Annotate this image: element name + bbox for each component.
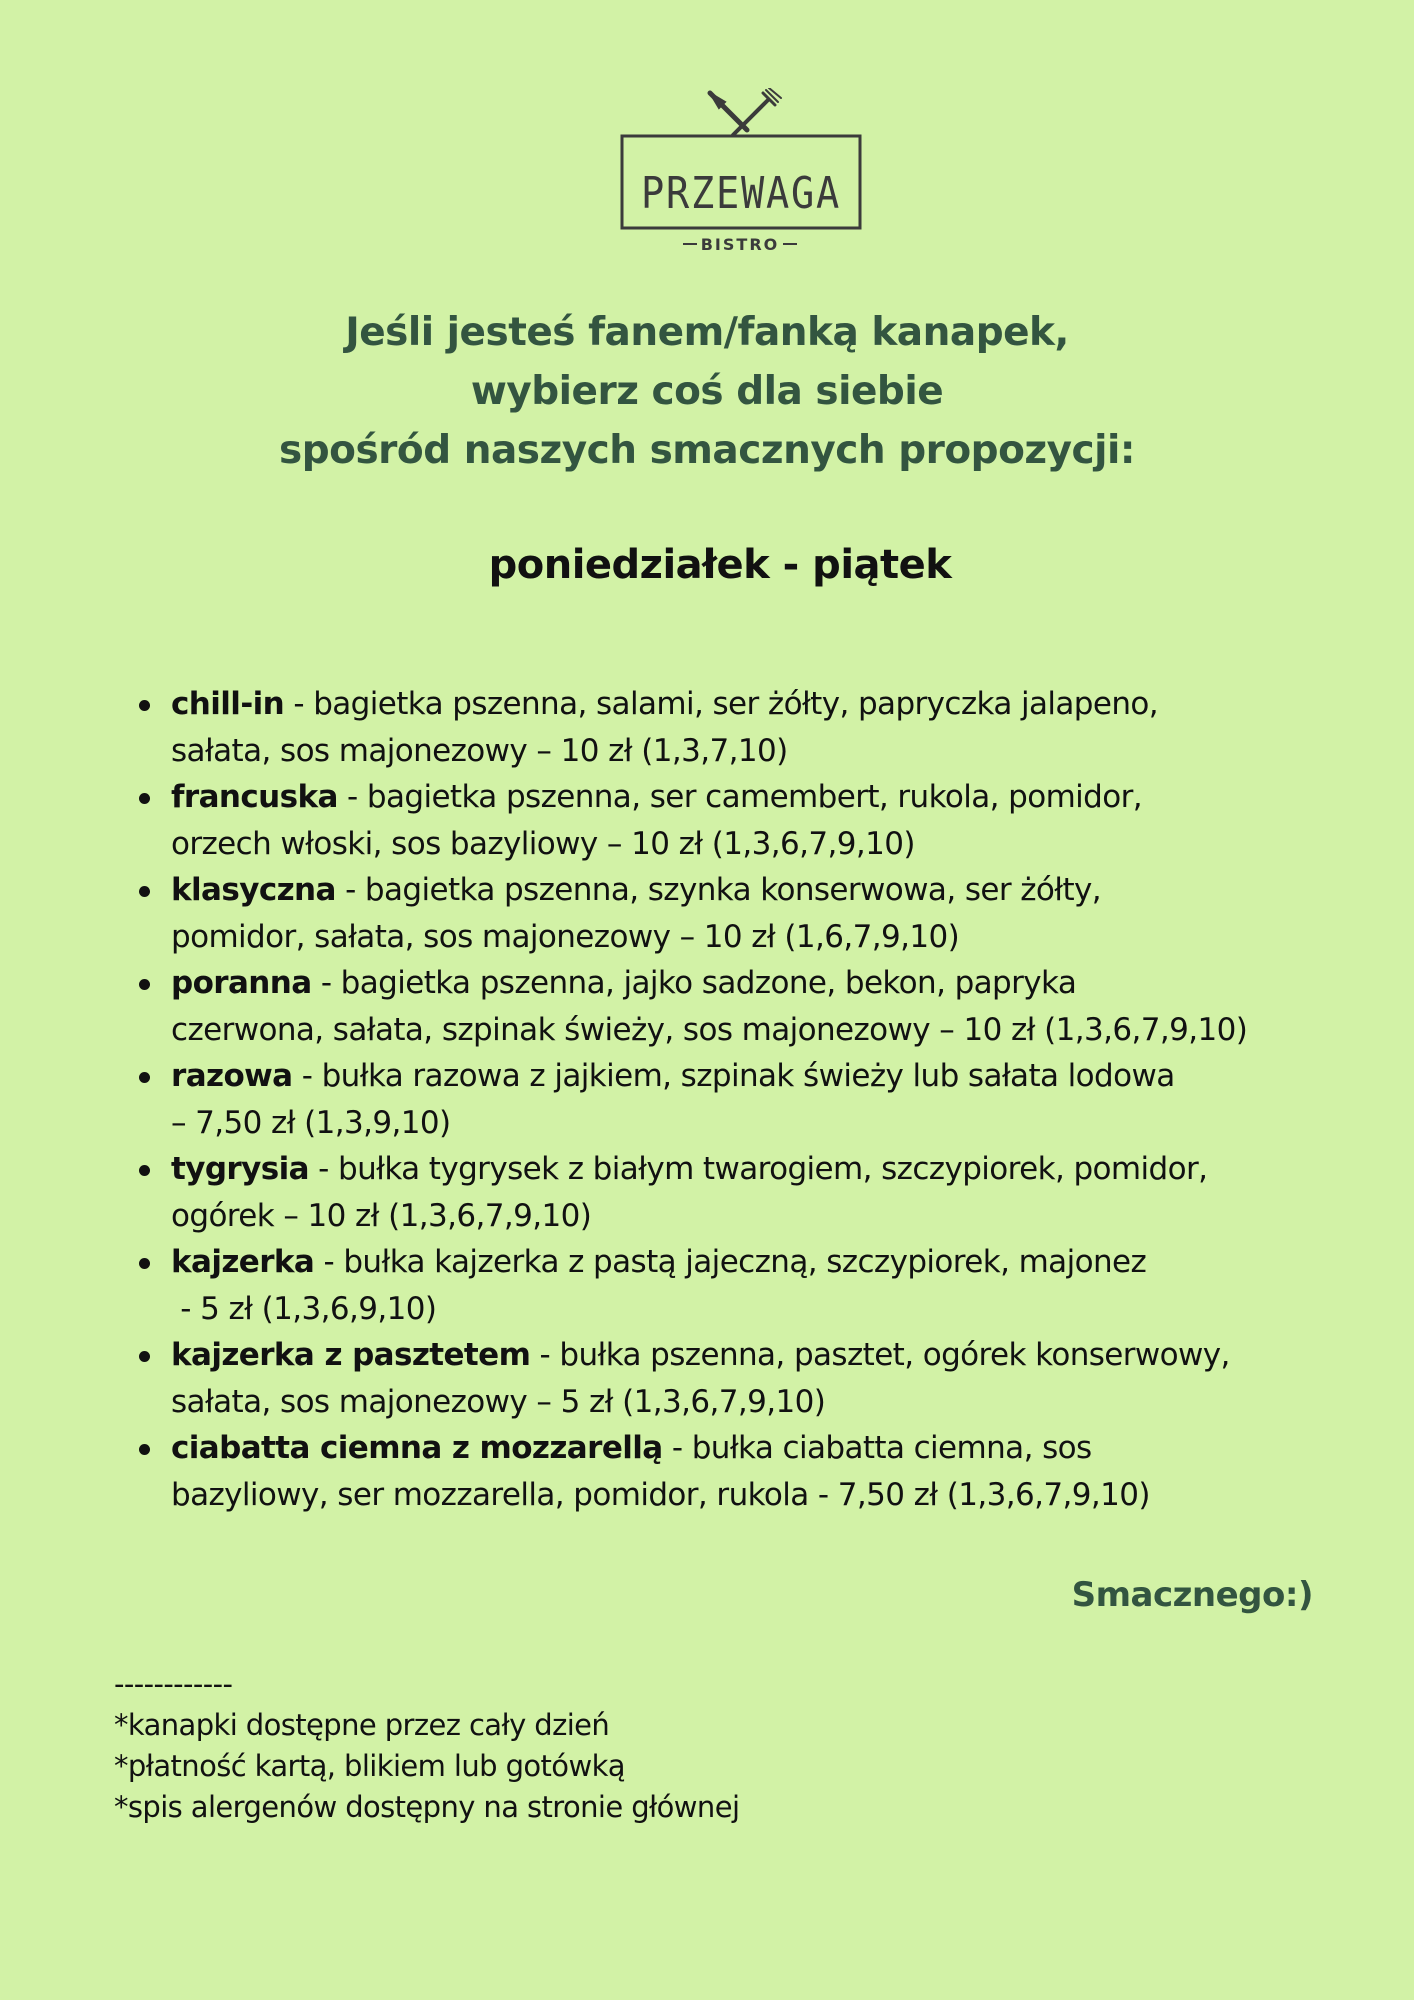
list-item <box>139 774 1339 867</box>
item-description: bazyliowy, ser mozzarella, pomidor, rukola - 7,50 zł (1,3,6,7,9,10) <box>171 1476 1150 1513</box>
list-item <box>139 681 1339 774</box>
list-item <box>139 1053 1339 1146</box>
item-name: tygrysia <box>171 1151 309 1187</box>
item-description: - bułka pszenna, pasztet, ogórek konserwowy, <box>530 1337 1230 1373</box>
item-description: - 5 zł (1,3,6,9,10) <box>171 1290 437 1327</box>
list-item <box>139 867 1339 960</box>
list-item <box>139 1332 1339 1425</box>
item-description: ogórek – 10 zł (1,3,6,7,9,10) <box>171 1197 592 1234</box>
item-description: czerwona, sałata, szpinak świeży, sos majonezowy – 10 zł (1,3,6,7,9,10) <box>171 1011 1248 1048</box>
bullet-icon <box>139 1258 150 1269</box>
logo-name: PRZEWAGA <box>641 168 841 219</box>
item-description: - bagietka pszenna, ser camembert, rukola, pomidor, <box>337 779 1143 815</box>
knife-fork-icon <box>710 88 781 135</box>
item-description: - bułka tygrysek z białym twarogiem, szczypiorek, pomidor, <box>308 1151 1208 1187</box>
intro-line: wybierz coś dla siebie <box>470 369 944 414</box>
list-item <box>139 1425 1339 1518</box>
logo-graphic <box>615 88 865 258</box>
bullet-icon <box>139 1072 150 1083</box>
bullet-icon <box>139 700 150 711</box>
item-name: poranna <box>171 965 312 1001</box>
bullet-icon <box>139 1351 150 1362</box>
item-description: – 7,50 zł (1,3,9,10) <box>171 1104 451 1141</box>
item-description: - bagietka pszenna, jajko sadzone, bekon, papryka <box>311 965 1077 1001</box>
footnote: *kanapki dostępne przez cały dzień <box>114 1708 610 1742</box>
list-item <box>139 1239 1339 1332</box>
item-description: - bagietka pszenna, salami, ser żółty, papryczka jalapeno, <box>284 686 1159 722</box>
bullet-icon <box>139 793 150 804</box>
footnote: *spis alergenów dostępny na stronie głównej <box>114 1790 740 1824</box>
item-name: chill-in <box>171 686 285 722</box>
item-name: kajzerka <box>171 1244 315 1280</box>
days-heading: poniedziałek - piątek <box>488 542 952 588</box>
sandwich-list <box>139 681 1339 1518</box>
item-description: - bułka kajzerka z pastą jajeczną, szczypiorek, majonez <box>314 1244 1147 1280</box>
divider-line: ------------ <box>114 1667 233 1701</box>
item-description: pomidor, sałata, sos majonezowy – 10 zł (1,6,7,9,10) <box>171 918 960 955</box>
item-description: - bułka ciabatta ciemna, sos <box>662 1430 1092 1466</box>
item-name: ciabatta ciemna z mozzarellą <box>171 1430 663 1466</box>
bullet-icon <box>139 1444 150 1455</box>
list-item <box>139 960 1339 1053</box>
item-name: kajzerka z pasztetem <box>171 1337 531 1373</box>
bullet-icon <box>139 886 150 897</box>
item-name: klasyczna <box>171 872 336 908</box>
item-description: orzech włoski, sos bazyliowy – 10 zł (1,3,6,7,9,10) <box>171 825 915 862</box>
item-description: sałata, sos majonezowy – 5 zł (1,3,6,7,9,10) <box>171 1383 826 1420</box>
footnote: *płatność kartą, blikiem lub gotówką <box>114 1749 625 1783</box>
intro-line: spośród naszych smacznych propozycji: <box>279 428 1135 473</box>
item-name: francuska <box>171 779 338 815</box>
item-description: - bułka razowa z jajkiem, szpinak świeży lub sałata lodowa <box>292 1058 1175 1094</box>
intro-heading <box>0 303 1414 480</box>
item-description: sałata, sos majonezowy – 10 zł (1,3,7,10) <box>171 732 788 769</box>
closing-text: Smacznego:) <box>1071 1575 1313 1615</box>
bullet-icon <box>139 979 150 990</box>
logo-tagline: BISTRO <box>700 235 780 254</box>
bistro-logo <box>615 88 865 258</box>
item-name: razowa <box>171 1058 293 1094</box>
list-item <box>139 1146 1339 1239</box>
bullet-icon <box>139 1165 150 1176</box>
intro-line: Jeśli jesteś fanem/fanką kanapek, <box>345 310 1069 355</box>
footnotes <box>114 1664 739 1828</box>
item-description: - bagietka pszenna, szynka konserwowa, ser żółty, <box>335 872 1102 908</box>
